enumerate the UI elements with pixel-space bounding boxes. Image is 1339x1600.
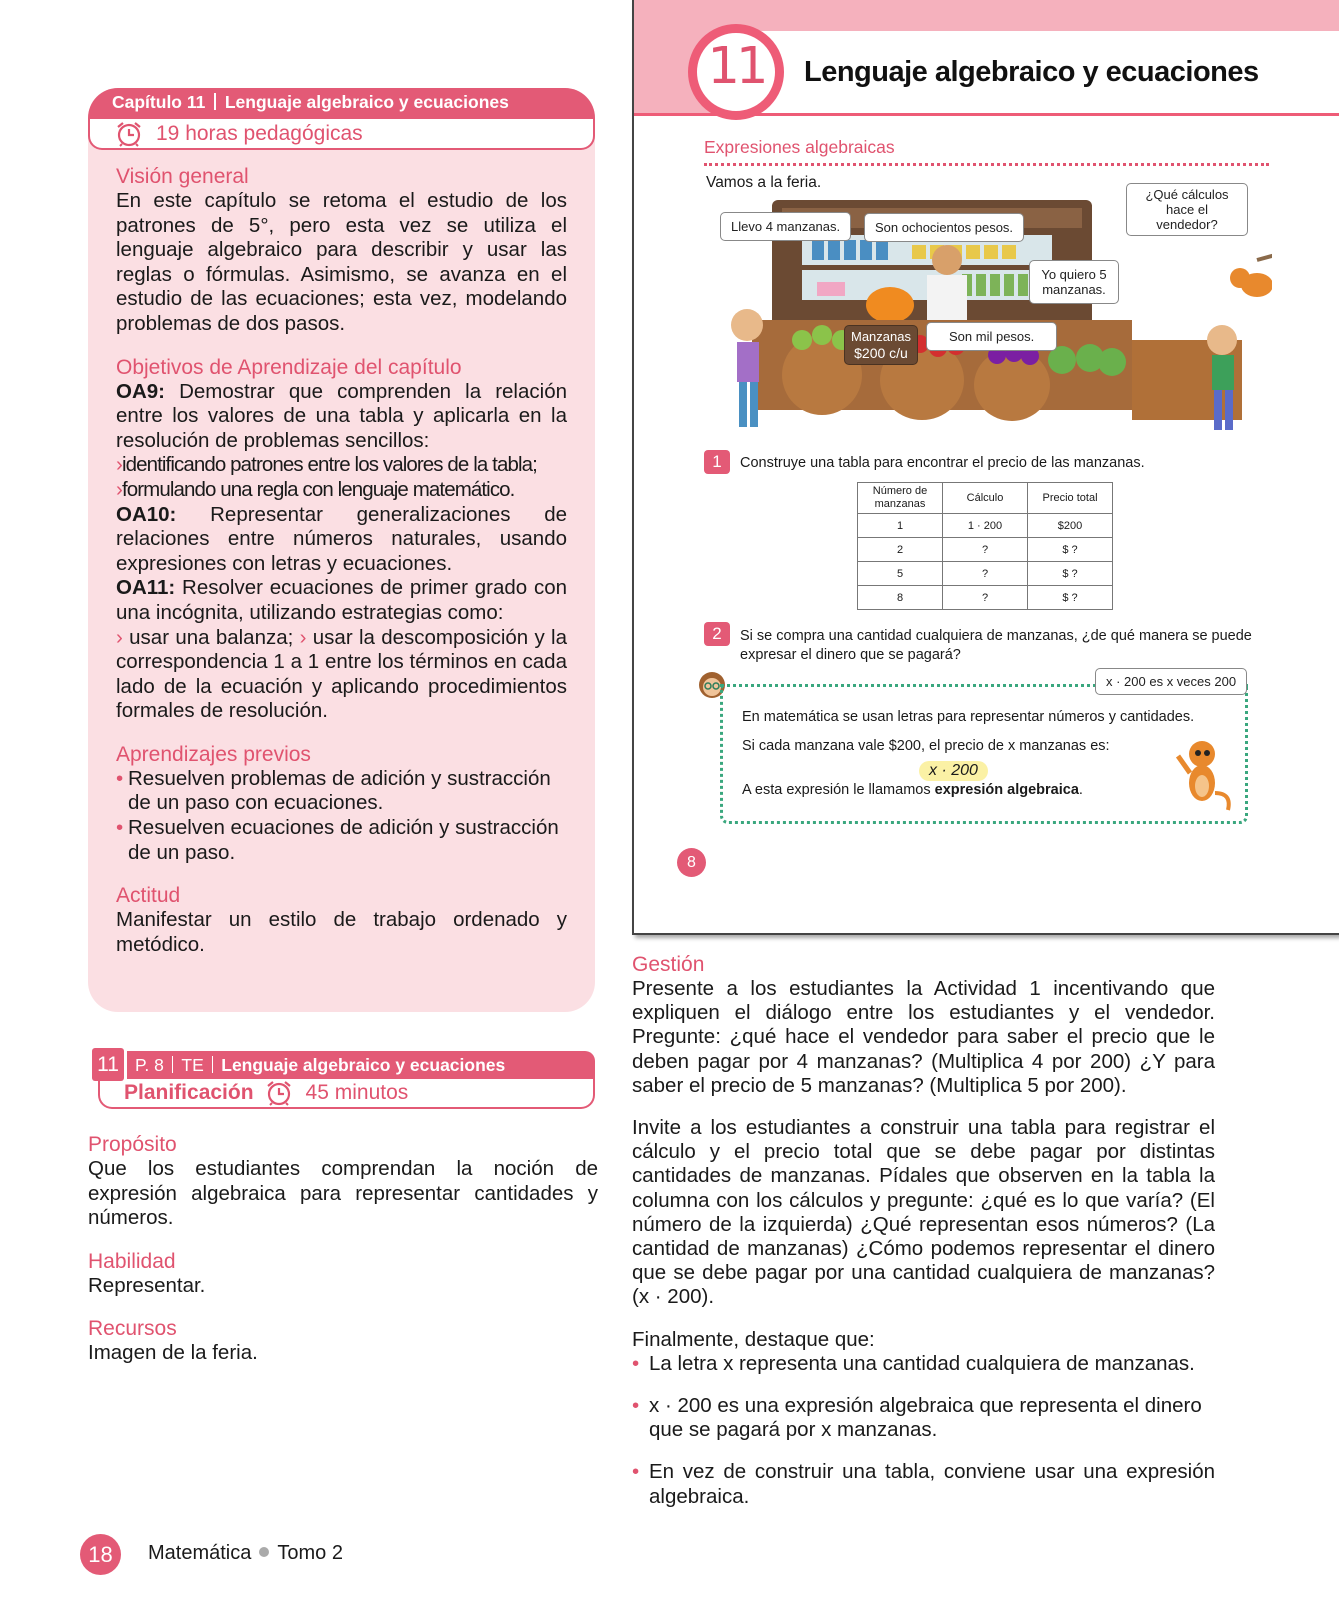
gestion-paragraph-3: Finalmente, destaque que:: [632, 1327, 875, 1351]
info-line-1: En matemática se usan letras para representar números y cantidades.: [742, 709, 1195, 725]
gestion-bullet-1: • La letra x representa una cantidad cualquiera de manzanas.: [632, 1352, 1215, 1376]
chapter-number-badge: 11: [688, 24, 784, 120]
footer-book: Matemática: [148, 1542, 252, 1564]
intro-text: Vamos a la feria.: [706, 174, 822, 191]
oa11: [116, 576, 567, 625]
table-header: Número de manzanas: [858, 483, 943, 514]
table-row: 8 ? $ ?: [858, 586, 1113, 610]
price-table: [857, 482, 1113, 610]
chapter-title: Lenguaje algebraico y ecuaciones: [224, 92, 509, 112]
oa11-text: Resolver ecuaciones de primer grado con una incógnita, utilizando estrategias como:: [116, 576, 567, 624]
oa10-label: OA10:: [116, 502, 177, 526]
gestion-paragraph-2: Invite a los estudiantes a construir una tabla para registrar el cálculo y el precio total que se debe pagar por distintas cantidades de manzanas. Pídales que observen en la tabla la columna con los cálculos y pregunte: ¿qué es lo que varía? (El número de la izquierda) ¿Qué representan esos números? (La cantidad de manzanas) ¿Cómo podemos representar el dinero que se debe pagar por una cantidad cualquiera de manzanas? (x · 200).: [632, 1116, 1215, 1309]
planning-time: 45 minutos: [305, 1081, 409, 1104]
info-box: [720, 684, 1248, 824]
speech-bubble-monkey: ¿Qué cálculos hace el vendedor?: [1126, 183, 1248, 236]
student-page-title: Lenguaje algebraico y ecuaciones: [804, 56, 1259, 88]
student-page-number: 8: [677, 848, 706, 877]
oa9: [116, 380, 567, 454]
previous-item-2: • Resuelven ecuaciones de adición y sustracción de un paso.: [116, 816, 567, 865]
gestion-paragraph-1: Presente a los estudiantes la Actividad 1 incentivando que expliquen el diálogo entre los estudiantes y el vendedor. Pregunte: ¿qué hace el vendedor para saber el precio que le deben pagar por 4 manzanas? (Multiplica 4 por 200) ¿Y para saber el precio de 5 manzanas? (Multiplica 5 por 200).: [632, 977, 1215, 1097]
alarm-clock-icon: [114, 121, 144, 147]
info-line-2: Si cada manzana vale $200, el precio de x manzanas es:: [742, 738, 1110, 754]
planning-chapter-number: 11: [92, 1048, 124, 1081]
page-number: 18: [80, 1534, 121, 1575]
hours-text: 19 horas pedagógicas: [156, 121, 363, 145]
purpose-title: Propósito: [88, 1133, 177, 1156]
chapter-body: [88, 150, 595, 957]
table-header: Cálculo: [943, 483, 1028, 514]
skill-title: Habilidad: [88, 1249, 176, 1273]
planning-bar: [127, 1051, 595, 1079]
oa11-items: › usar una balanza; › usar la descomposición y la correspondencia 1 a 1 entre los términos en cada lado de la ecuación y aplicando procedimientos formales de resolución.: [116, 625, 568, 723]
info-bubble: x · 200 es x veces 200: [1095, 668, 1247, 695]
footer-text: [148, 1542, 343, 1565]
footer-volume: Tomo 2: [277, 1542, 343, 1564]
gestion-bullet-3: • En vez de construir una tabla, conviene usar una expresión algebraica.: [632, 1460, 1215, 1508]
chapter-number: Capítulo 11: [112, 92, 206, 112]
planning-page: P. 8: [135, 1055, 164, 1075]
exercise-1-number: 1: [704, 450, 730, 474]
attitude-title: Actitud: [116, 884, 181, 908]
gestion-bullet-2: • x · 200 es una expresión algebraica que representa el dinero que se pagará por x manzanas.: [632, 1394, 1215, 1442]
previous-item-1: • Resuelven problemas de adición y sustracción de un paso con ecuaciones.: [116, 767, 567, 816]
exercise-2-number: 2: [704, 622, 730, 646]
vision-title: Visión general: [116, 165, 249, 188]
speech-bubble-boy: Yo quiero 5 manzanas.: [1029, 260, 1119, 304]
chapter-summary-box: [88, 88, 595, 1012]
oa9-item-1: ›identificando patrones entre los valores de la tabla;: [116, 453, 537, 477]
planning-label: Planificación: [124, 1081, 254, 1104]
table-header: Precio total: [1028, 483, 1113, 514]
exercise-1-text: Construye una tabla para encontrar el precio de las manzanas.: [740, 455, 1145, 471]
oa9-label: OA9:: [116, 379, 165, 403]
table-row: 1 1 · 200 $200: [858, 514, 1113, 538]
planning-header: [92, 1048, 595, 1106]
gestion-title: Gestión: [632, 953, 705, 976]
skill-text: Representar.: [88, 1273, 206, 1297]
hours-row: [88, 119, 595, 150]
planning-subheader: [98, 1079, 595, 1109]
chapter-header: [88, 88, 595, 119]
resources-title: Recursos: [88, 1317, 177, 1340]
planning-body: [88, 1132, 598, 1366]
purpose-text: Que los estudiantes comprendan la noción de expresión algebraica para representar cantidades y números.: [88, 1157, 598, 1229]
student-page-thumbnail: [632, 0, 1339, 935]
attitude-text: Manifestar un estilo de trabajo ordenado y metódico.: [116, 908, 567, 956]
planning-te: TE: [181, 1055, 204, 1075]
monkey-icon: [1170, 738, 1240, 818]
oa10-text: Representar generalizaciones de relaciones entre números naturales, usando expresiones con letras y ecuaciones.: [116, 502, 567, 575]
gestion-section: [632, 952, 1215, 1509]
planning-title: Lenguaje algebraico y ecuaciones: [221, 1055, 506, 1075]
exercise-2-text: Si se compra una cantidad cualquiera de manzanas, ¿de qué manera se puede expresar el dinero que se pagará?: [740, 628, 1252, 663]
oa10: [116, 503, 567, 577]
section-title: Expresiones algebraicas: [704, 137, 895, 157]
objectives-title: Objetivos de Aprendizaje del capítulo: [116, 355, 462, 379]
table-row: 2 ? $ ?: [858, 538, 1113, 562]
speech-bubble-girl: Llevo 4 manzanas.: [720, 212, 851, 241]
info-line-3: A esta expresión le llamamos expresión algebraica.: [742, 782, 1083, 798]
alarm-clock-icon: [264, 1080, 294, 1106]
speech-bubble-vendor: Son ochocientos pesos.: [864, 213, 1024, 242]
table-row: 5 ? $ ?: [858, 562, 1113, 586]
vision-text: En este capítulo se retoma el estudio de los patrones de 5°, pero esta vez se utiliza el lenguaje algebraico para describir y usar las reglas o fórmulas. Asimismo, se avanza en el estudio de las ecuaciones; esta vez, modelando problemas de dos pasos.: [116, 189, 567, 335]
oa9-item-2: ›formulando una regla con lenguaje matemático.: [116, 477, 515, 501]
price-sign: Manzanas $200 c/u: [844, 325, 918, 365]
oa9-text: Demostrar que comprenden la relación entre los valores de una tabla y aplicarla en la resolución de problemas sencillos:: [116, 379, 567, 452]
previous-title: Aprendizajes previos: [116, 742, 311, 766]
algebraic-expression: x · 200: [919, 761, 988, 781]
resources-text: Imagen de la feria.: [88, 1341, 258, 1364]
oa11-label: OA11:: [116, 576, 176, 600]
speech-bubble-vendor-2: Son mil pesos.: [926, 322, 1057, 351]
